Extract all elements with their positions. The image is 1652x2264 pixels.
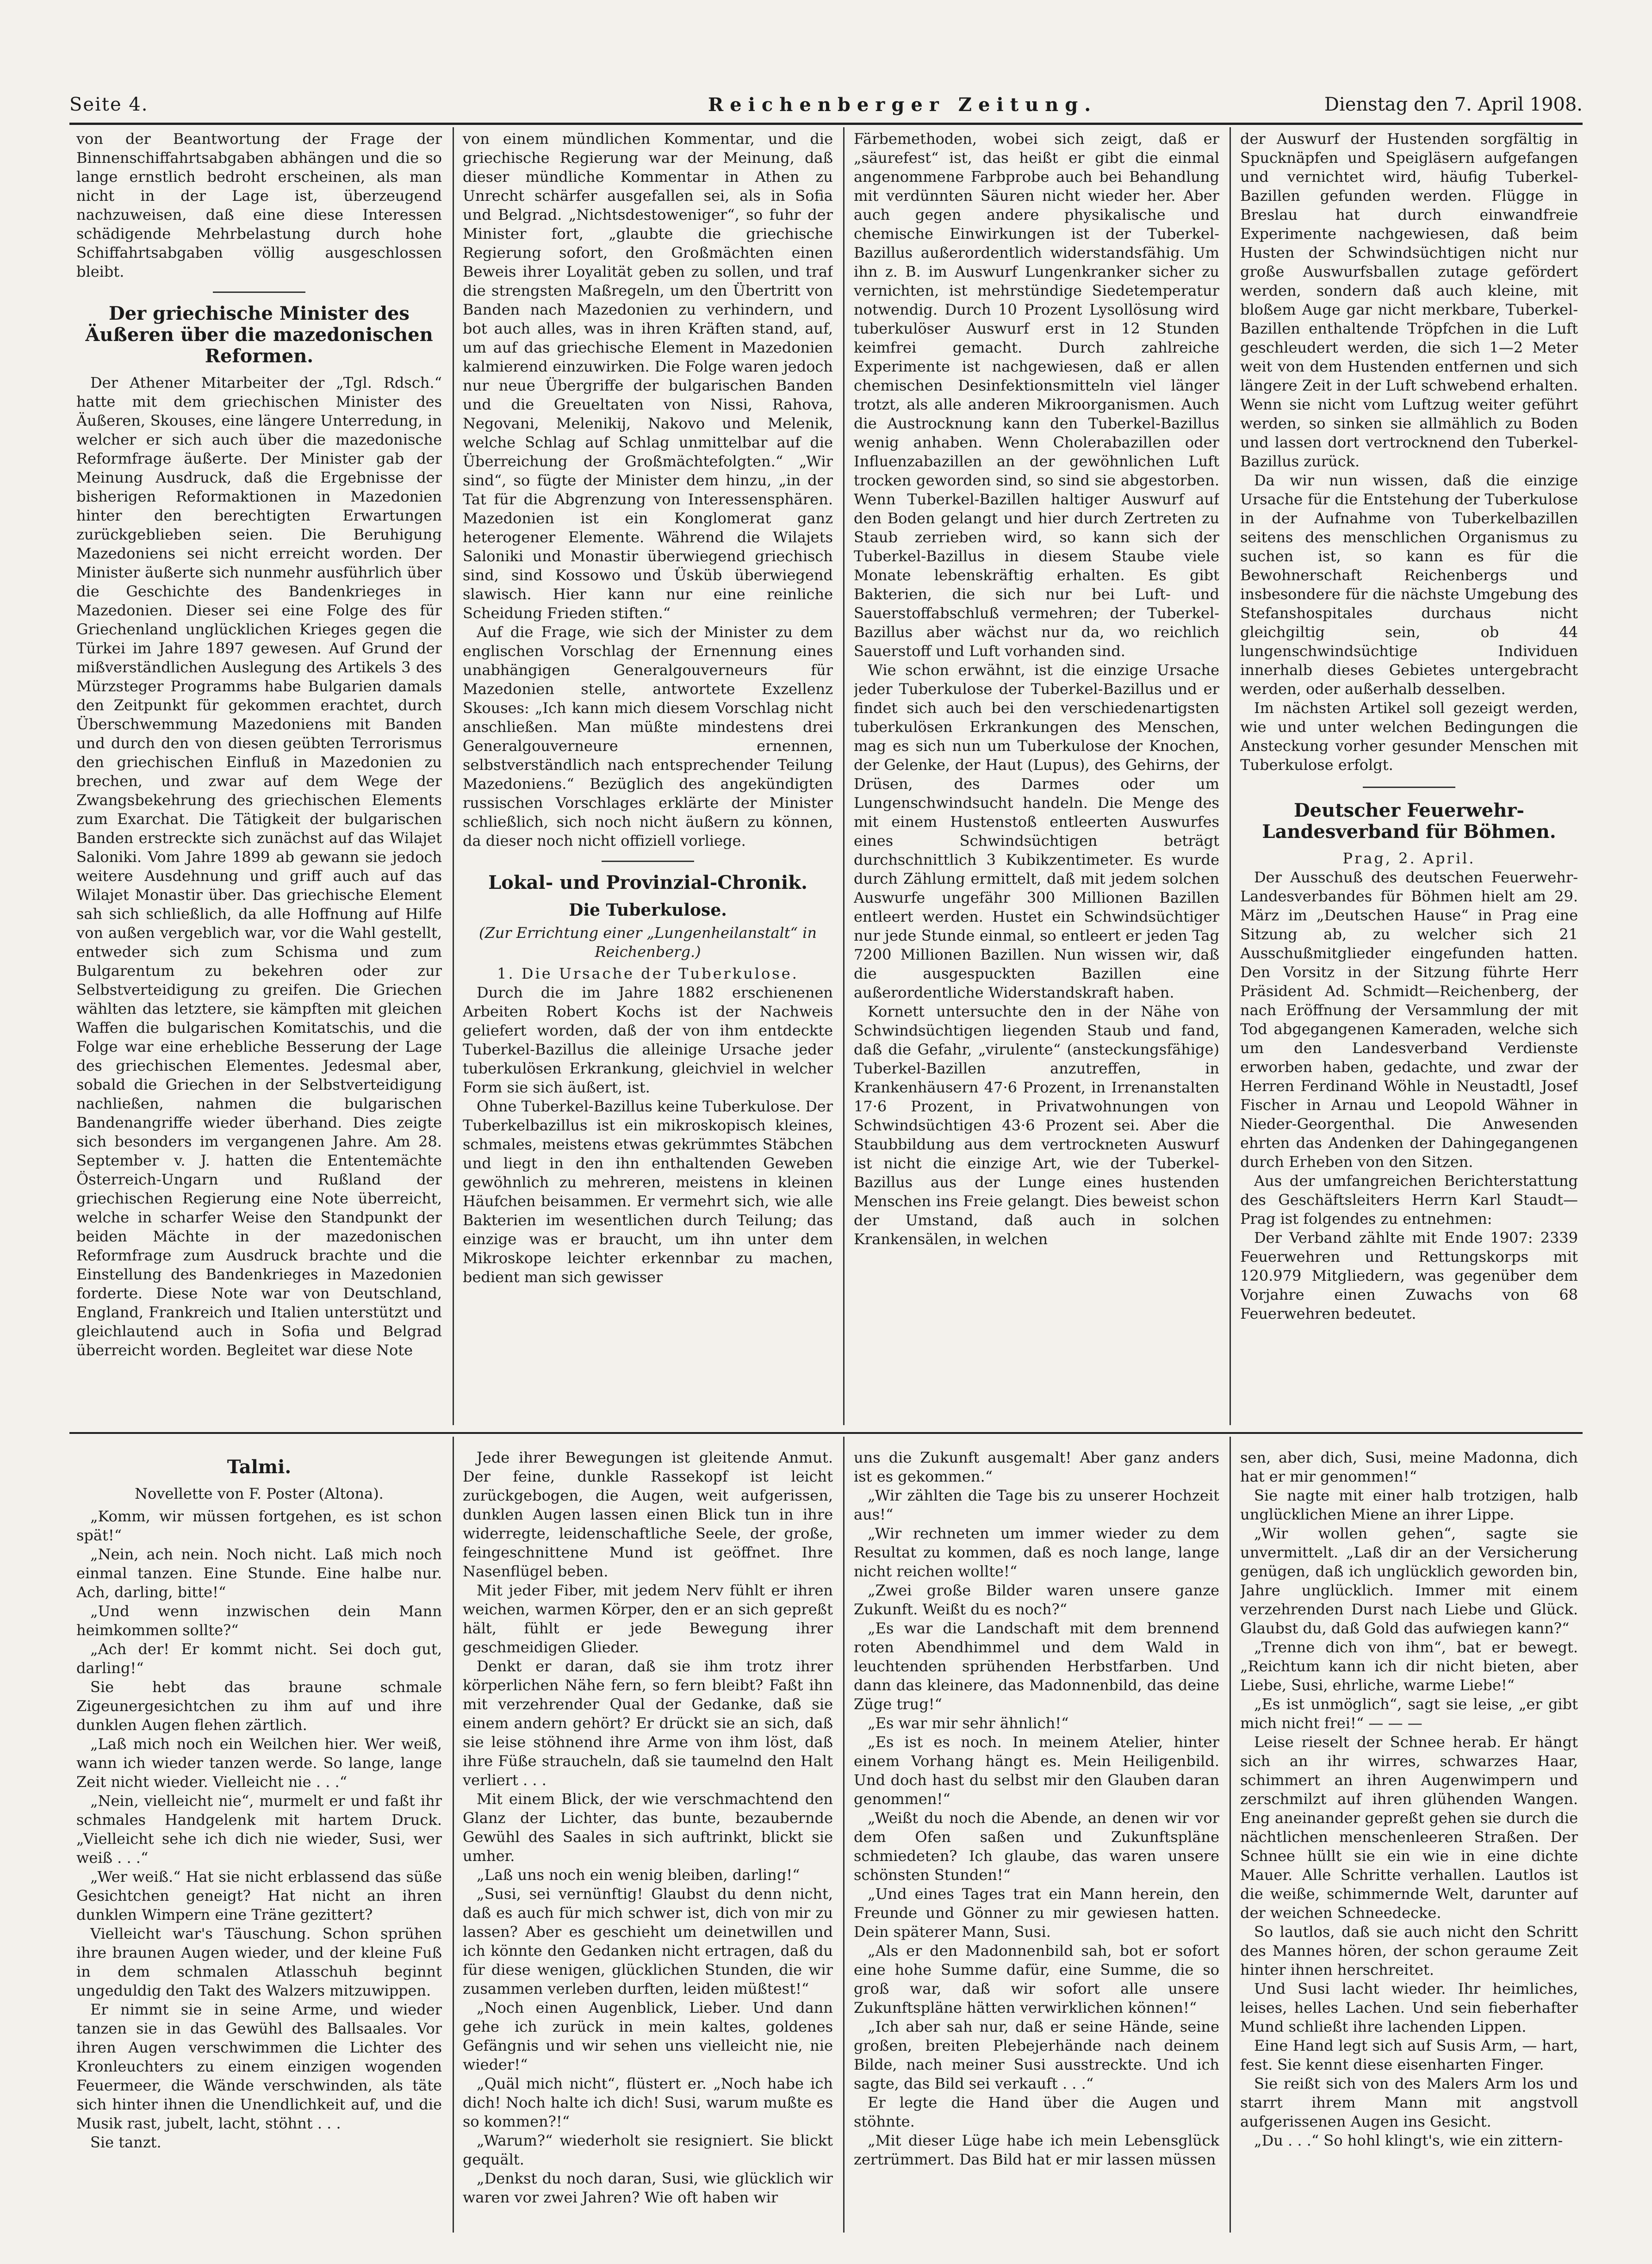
column-rule xyxy=(1230,127,1231,1425)
story-paragraph: „Laß uns noch ein wenig bleiben, darling!“ xyxy=(477,1866,800,1884)
story-paragraph: „Wir rechneten um immer wieder zu dem Resultat zu kommen, daß es noch lange, lange nicht reichen wollte!“ xyxy=(854,1525,1219,1580)
story-paragraph: Sie reißt sich von des Malers Arm los und starrt ihrem Mann mit angstvoll aufgerissenen Augen ins Gesicht. xyxy=(1240,2075,1578,2130)
story-paragraph: Denkt er daran, daß sie ihm trotz ihrer körperlichen Nähe fern, so fern bleibt? Faßt ihn mit verzehrender Qual der Gedanke, daß sie einem andern gehört? Er drückt sie an sich, daß sie leise stöhnend ihre Arme von ihm löst, daß ihre Füße straucheln, daß sie taumelnd den Halt verliert . . . xyxy=(463,1657,833,1789)
column-rule xyxy=(843,1437,845,2233)
story-paragraph: So lautlos, daß sie auch nicht den Schritt des Mannes hören, der schon geraume Zeit hinter ihnen herschreitet. xyxy=(1240,1923,1578,1979)
article-paragraph: Ohne Tuberkel-Bazillus keine Tuberkulose. Der Tuberkelbazillus ist ein mikroskopisch kleines, schmales, meistens etwas gekrümmtes Stäbchen und liegt in den ihn enthaltenden Geweben gewöhnlich zu mehreren, meistens in kleinen Häufchen beisammen. Er vermehrt sich, wie alle Bakterien im wesentlichen durch Teilung; das einzige was er braucht, um ihn unter dem Mikroskope leichter erkennbar zu machen, bedient man sich gewisser xyxy=(463,1098,833,1286)
story-paragraph: „Ich aber sah nur, daß er seine Hände, seine großen, breiten Plebejerhände nach deinem Bilde, nach meiner Susi ausstreckte. Und ich sagte, das Bild sei verkauft . . .“ xyxy=(854,2018,1219,2092)
story-paragraph: Sie nagte mit einer halb trotzigen, halb unglücklichen Miene an ihrer Lippe. xyxy=(1240,1487,1578,1523)
story-paragraph: „Es ist es noch. In meinem Atelier, hinter einem Vorhang hängt es. Mein Heiligenbild. Und doch hast du selbst mir den Glauben daran genommen!“ xyxy=(854,1733,1219,1808)
story-paragraph: „Als er den Madonnenbild sah, bot er sofort eine hohe Summe dafür, eine Summe, die so groß war, daß wir sofort alle unsere Zukunftspläne hätten verwirklichen können!“ xyxy=(854,1942,1219,2016)
article-paragraph: Wie schon erwähnt, ist die einzige Ursache jeder Tuberkulose der Tuberkel-Bazillus und er findet sich auch bei den verschiedenartigsten tuberkulösen Erkrankungen des Menschen, mag es sich nun um Tuberkulose der Knochen, der Gelenke, der Haut (Lupus), des Gehirns, der Drüsen, des Darmes oder um Lungenschwindsucht handeln. Die Menge des mit einem Hustenstoß entleerten Auswurfes eines Schwindsüchtigen beträgt durchschnittlich 3 Kubikzentimeter. Es wurde durch Zählung ermittelt, daß mit jedem solchen Auswurfe ungefähr 300 Millionen Bazillen entleert werden. Hustet ein Schwindsüchtiger nur jede Stunde einmal, so entleert er jeden Tag 7200 Millionen Bazillen. Nun wissen wir, daß die ausgespuckten Bazillen eine außerordentliche Widerstandskraft haben. xyxy=(854,661,1219,1001)
story-paragraph: Vielleicht war's Täuschung. Schon sprühen ihre braunen Augen wieder, und der kleine Fuß in dem schmalen Atlasschuh beginnt ungeduldig den Takt des Walzers mitzuwippen. xyxy=(76,1925,442,1999)
section-rule xyxy=(213,292,305,293)
story-paragraph: „Und eines Tages trat ein Mann herein, den Freunde und Gönner zu mir gewiesen hatten. Dein späterer Mann, Susi. xyxy=(854,1885,1219,1941)
article-paragraph: von einem mündlichen Kommentar, und die griechische Regierung war der Meinung, daß dieser mündliche Kommentar in Athen zu Unrecht schärfer ausgefallen sei, als in Sofia und Belgrad. „Nichtsdestoweniger“, so fuhr der Minister fort, „glaubte die griechische Regierung sofort, den Großmächten einen Beweis ihrer Loyalität geben zu sollen, und traf die strengsten Maßregeln, um den Übertritt von Banden nach Mazedonien zu verhindern, und bot auch alles, was in ihren Kräften stand, auf, um auf das griechische Element in Mazedonien kalmierend einzuwirken. Die Folge waren jedoch nur neue Übergriffe der bulgarischen Banden und die Greueltaten von Nissi, Rahova, Negovani, Melenikij, Nakovo und Melenik, welche Schlag auf Schlag unmittelbar auf die Überreichung der Großmächtefolgten.“ „Wir sind“, so fügte der Minister dem hinzu, „in der Tat für die Abgrenzung von Interessensphären. Mazedonien ist ein Konglomerat ganz heterogener Elemente. Während die Wilajets Saloniki und Monastir überwiegend griechisch sind, sind Kossowo und Üsküb überwiegend slawisch. Hier kann nur eine reinliche Scheidung Frieden stiften.“ xyxy=(463,130,833,622)
section-rule xyxy=(602,861,694,862)
story-paragraph: Sie hebt das braune schmale Zigeunergesichtchen zu ihm auf und ihre dunklen Augen flehen zärtlich. xyxy=(76,1678,442,1734)
article-paragraph: Da wir nun wissen, daß die einzige Ursache für die Entstehung der Tuberkulose in der Aufnahme von Tuberkelbazillen seitens des menschlichen Organismus zu suchen ist, so kann es für die Bewohnerschaft Reichenbergs und insbesondere für die nächste Umgebung des Stefanshospitales durchaus nicht gleichgiltig sein, ob 44 lungenschwindsüchtige Individuen innerhalb dieses Gebietes untergebracht werden, oder außerhalb desselben. xyxy=(1240,471,1578,698)
dateline: Prag, 2. April. xyxy=(1342,850,1476,867)
story-paragraph: „Mit dieser Lüge habe ich mein Lebensglück zertrümmert. Das Bild hat er mir lassen müssen xyxy=(854,2132,1219,2168)
story-paragraph: Sie tanzt. xyxy=(90,2134,161,2151)
intro-paragraph: von der Beantwortung der Frage der Binnenschiffahrtsabgaben abhängen und die so lange ernstlich bedroht erscheinen, als man nicht in der Lage ist, überzeugend nachzuweisen, daß eine diese Interessen schädigende Mehrbelastung durch hohe Schiffahrtsabgaben völlig ausgeschlossen bleibt. xyxy=(76,130,442,280)
feuilleton-title: Talmi. xyxy=(227,1456,292,1478)
article-paragraph: Auf die Frage, wie sich der Minister zu dem englischen Vorschlag der Ernennung eines unabhängigen Generalgouverneurs für Mazedonien stelle, antwortete Exzellenz Skouses: „Ich kann mich diesem Vorschlag nicht anschließen. Man müßte mindestens drei Generalgouverneure ernennen, selbstverständlich nach entsprechender Teilung Mazedoniens.“ Bezüglich des angekündigten russischen Vorschlages erklärte der Minister schließlich, sich noch nicht äußern zu können, da dieser noch nicht offiziell vorliege. xyxy=(463,623,833,850)
story-paragraph: „Denkst du noch daran, Susi, wie glücklich wir waren vor zwei Jahren? Wie oft haben wir xyxy=(463,2170,833,2206)
article-title-tuberkulose: Die Tuberkulose. xyxy=(569,900,727,920)
article-paragraph: der Auswurf der Hustenden sorgfältig in Spucknäpfen und Speigläsern aufgefangen und vernichtet wird, häufig Tuberkel-Bazillen gefunden werden. Flügge in Breslau hat durch einwandfreie Experimente nachgewiesen, daß beim Husten der Schwindsüchtigen nicht nur große Auswurfsballen zutage gefördert werden, sondern daß auch kleine, mit bloßem Auge gar nicht merkbare, Tuberkel-Bazillen enthaltende Tröpfchen in die Luft geschleudert werden, die sich 1—2 Meter weit von dem Hustenden entfernen und sich längere Zeit in der Luft schwebend erhalten. Wenn sie nicht vom Luftzug weiter geführt werden, so sinken sie allmählich zu Boden und lassen dort vertrocknend den Tuberkel-Bazillus zurück. xyxy=(1240,130,1578,470)
story-paragraph: Mit einem Blick, der wie verschmachtend den Glanz der Lichter, das bunte, bezaubernde Gewühl des Saales in sich auftrinkt, blickt sie umher. xyxy=(463,1790,833,1865)
article-paragraph: Der Verband zählte mit Ende 1907: 2339 Feuerwehren und Rettungskorps mit 120.979 Mitgliedern, was gegenüber dem Vorjahre einen Zuwachs von 68 Feuerwehren bedeutet. xyxy=(1240,1229,1578,1322)
column-3 xyxy=(854,130,1219,1420)
story-paragraph: „Laß mich noch ein Weilchen hier. Wer weiß, wann ich wieder tanzen werde. So lange, lange Zeit nicht wieder. Vielleicht nie . . .“ xyxy=(76,1735,442,1791)
story-paragraph: „Nein, vielleicht nie“, murmelt er und faßt ihr schmales Handgelenk mit hartem Druck. „Vielleicht sehe ich dich nie wieder, Susi, wer weiß . . .“ xyxy=(76,1792,442,1867)
article-paragraph: Der Athener Mitarbeiter der „Tgl. Rdsch.“ hatte mit dem griechischen Minister des Äußeren, Skouses, eine längere Unterredung, in welcher er sich auch über die mazedonische Reformfrage äußerte. Der Minister gab der Meinung Ausdruck, daß die Ergebnisse der bisherigen Reformaktionen in Mazedonien hinter den berechtigten Erwartungen zurückgeblieben seien. Die Beruhigung Mazedoniens sei nicht erreicht worden. Der Minister äußerte sich nunmehr ausführlich über die Geschichte des Bandenkrieges in Mazedonien. Dieser sei eine Folge des für Griechenland unglücklichen Krieges gegen die Türkei im Jahre 1897 gewesen. Auf Grund der mißverständlichen Auslegung des Artikels 3 des Mürzsteger Programms habe Bulgarien damals den Zeitpunkt für gekommen erachtet, durch Überschwemmung Mazedoniens mit Banden und durch den von diesen geübten Terrorismus den griechischen Einfluß in Mazedonien zu brechen, und zwar auf dem Wege der Zwangsbekehrung des griechischen Elements zum Exarchat. Die Tätigkeit der bulgarischen Banden erstreckte sich zunächst auf das Wilajet Saloniki. Vom Jahre 1899 ab gewann sie jedoch weitere Ausdehnung und griff auch auf das Wilajet Monastir über. Das griechische Element sah sich schließlich, da alle Hoffnung auf Hilfe von außen vergeblich war, vor die Wahl gestellt, entweder sich zum Schisma und zum Bulgarentum zu bekehren oder zur Selbstverteidigung zu greifen. Die Griechen wählten das letztere, sie kämpften mit gleichen Waffen die bulgarischen Komitatschis, und die Folge war eine erhebliche Besserung der Lage des griechischen Elementes. Jedesmal aber, sobald die Griechen in der Selbstverteidigung nachließen, nahmen die bulgarischen Bandenangriffe wieder überhand. Dies zeigte sich besonders im vergangenen Jahre. Am 28. September v. J. hatten die Ententemächte Österreich-Ungarn und Rußland der griechischen Regierung eine Note überreicht, welche in scharfer Weise den Standpunkt der beiden Mächte in der mazedonischen Reformfrage zum Ausdruck brachte und die Einstellung des Bandenkrieges in Mazedonien forderte. Diese Note war von Deutschland, England, Frankreich und Italien unterstützt und gleichlautend auch in Sofia und Belgrad überreicht worden. Begleitet war diese Note xyxy=(76,374,442,1359)
story-paragraph: „Wir zählten die Tage bis zu unserer Hochzeit aus!“ xyxy=(854,1487,1219,1523)
story-paragraph: „Warum?“ wiederholt sie resigniert. Sie blickt gequält. xyxy=(463,2132,833,2168)
section-rule xyxy=(1363,787,1455,788)
column-rule xyxy=(843,127,845,1425)
page-number: Seite 4. xyxy=(69,94,149,115)
article-paragraph: Kornett untersuchte den in der Nähe von Schwindsüchtigen liegenden Staub und fand, daß die Gefahr, „virulente“ (ansteckungsfähige) Tuberkel-Bazillen anzutreffen, in Krankenhäusern 47·6 Prozent, in Irrenanstalten 17·6 Prozent, in Privatwohnungen von Schwindsüchtigen 43·6 Prozent sei. Aber die Staubbildung aus dem vertrockneten Auswurf ist nicht die einzige Art, wie der Tuberkel-Bazillus aus der Lunge eines hustenden Menschen ins Freie gelangt. Dies beweist schon der Umstand, daß auch in solchen Krankensälen, in welchen xyxy=(854,1003,1219,1248)
article-paragraph: Durch die im Jahre 1882 erschienenen Arbeiten Robert Kochs ist der Nachweis geliefert worden, daß der von ihm entdeckte Tuberkel-Bazillus die alleinige Ursache jeder tuberkulösen Erkrankung, gleichviel in welcher Form sie sich äußert, ist. xyxy=(463,984,833,1096)
story-paragraph: „Noch einen Augenblick, Lieber. Und dann gehe ich zurück in mein kaltes, goldenes Gefängnis und wir sehen uns vielleicht nie, nie wieder!“ xyxy=(463,1999,833,2073)
newspaper-title: Reichenberger Zeitung. xyxy=(708,94,1098,116)
story-paragraph: Leise rieselt der Schnee herab. Er hängt sich an ihr wirres, schwarzes Haar, schimmert an ihren Augenwimpern und zerschmilzt auf ihren glühenden Wangen. Eng aneinander gepreßt gehen sie durch die nächtlichen menschenleeren Straßen. Der Schnee hüllt sie ein wie in eine dichte Mauer. Alle Schritte verhallen. Lautlos ist die weiße, schimmernde Welt, darunter auf der weichen Schneedecke. xyxy=(1240,1733,1578,1922)
section-heading-chronik: Lokal- und Provinzial-Chronik. xyxy=(488,872,807,893)
feuilleton-column-2 xyxy=(463,1448,833,2226)
story-paragraph: „Weißt du noch die Abende, an denen wir vor dem Ofen saßen und Zukunftspläne schmiedeten? Ich glaube, das waren unsere schönsten Stunden!“ xyxy=(854,1809,1219,1884)
issue-date: Dienstag den 7. April 1908. xyxy=(1324,94,1583,115)
feuilleton-column-3 xyxy=(854,1448,1219,2226)
article-paragraph: Aus der umfangreichen Berichterstattung des Geschäftsleiters Herrn Karl Staudt—Prag ist folgendes zu entnehmen: xyxy=(1240,1172,1578,1228)
column-2 xyxy=(463,130,833,1420)
article-heading-minister: Der griechische Minister des Äußeren über die mazedonischen Reformen. xyxy=(85,303,433,367)
column-rule xyxy=(453,1437,454,2233)
column-rule xyxy=(453,127,454,1425)
story-paragraph: Eine Hand legt sich auf Susis Arm, — hart, fest. Sie kennt diese eisenharten Finger. xyxy=(1240,2037,1578,2073)
story-paragraph: sen, aber dich, Susi, meine Madonna, dich hat er mir genommen!“ xyxy=(1240,1449,1578,1485)
story-paragraph: „Wer weiß.“ Hat sie nicht erblassend das süße Gesichtchen geneigt? Hat nicht an ihren dunklen Wimpern eine Träne gezittert? xyxy=(76,1868,442,1923)
feuilleton-column-4 xyxy=(1240,1448,1578,2226)
column-1 xyxy=(76,130,442,1420)
story-paragraph: „Es war mir sehr ähnlich!“ xyxy=(868,1714,1069,1732)
column-4 xyxy=(1240,130,1578,1420)
article-paragraph: Der Ausschuß des deutschen Feuerwehr-Landesverbandes für Böhmen hielt am 29. März im „Deutschen Hause“ in Prag eine Sitzung ab, zu welcher sich 21 Ausschußmitglieder eingefunden hatten. Den Vorsitz in der Sitzung führte Herr Präsident Ad. Schmidt—Reichenberg, der nach Eröffnung der Versammlung der mit Tod abgegangenen Kameraden, welche sich um den Landesverband Verdienste erworben haben, gedachte, und zwar der Herren Ferdinand Wöhle in Neustadtl, Josef Fischer in Arnau und Leopold Wähner in Nieder-Georgenthal. Die Anwesenden ehrten das Andenken der Dahingegangenen durch Erheben von den Sitzen. xyxy=(1240,868,1578,1171)
feuilleton-column-1 xyxy=(76,1448,442,2226)
article-paragraph: Färbemethoden, wobei sich zeigt, daß er „säurefest“ ist, das heißt er gibt die einmal angenommene Farbprobe auch bei Behandlung mit verdünnten Säuren nicht wieder her. Aber auch gegen andere physikalische und chemische Einwirkungen ist der Tuberkel-Bazillus außerordentlich widerstandsfähig. Um ihn z. B. im Auswurf Lungenkranker sicher zu vernichten, ist mehrstündige Siedetemperatur notwendig. Durch 10 Prozent Lysollösung wird tuberkulöser Auswurf erst in 12 Stunden keimfrei gemacht. Durch zahlreiche Experimente ist nachgewiesen, daß er allen chemischen Desinfektionsmitteln viel länger trotzt, als alle anderen Mikroorganismen. Auch die Austrocknung kann den Tuberkel-Bazillus wenig anhaben. Wenn Cholerabazillen oder Influenzabazillen an der gewöhnlichen Luft trocken geworden sind, so sind sie abgestorben. Wenn Tuberkel-Bazillen haltiger Auswurf auf den Boden gelangt und hier durch Zertreten zu Staub zerrieben wird, so kann sich der Tuberkel-Bazillus in diesem Staube viele Monate lebenskräftig erhalten. Es gibt Bakterien, die sich nur bei Luft- und Sauerstoffabschluß vermehren; der Tuberkel-Bazillus aber wächst nur da, wo reichlich Sauerstoff und Luft vorhanden sind. xyxy=(854,130,1219,660)
feuilleton-byline: Novellette von F. Poster (Altona). xyxy=(135,1485,384,1502)
story-paragraph: „Du . . .“ So hohl klingt's, wie ein zittern- xyxy=(1254,2132,1563,2149)
story-paragraph: „Susi, sei vernünftig! Glaubst du denn nicht, daß es auch für mich schwer ist, dich von mir zu lassen? Aber es geschieht um deinetwillen und ich könnte den Gedanken nicht ertragen, daß du für diese wenigen, glücklichen Stunden, die wir zusammen verleben durften, leiden müßtest!“ xyxy=(463,1885,833,1997)
story-paragraph: „Zwei große Bilder waren unsere ganze Zukunft. Weißt du es noch?“ xyxy=(854,1582,1219,1618)
column-rule xyxy=(1230,1437,1231,2233)
story-paragraph: „Wir wollen gehen“, sagte sie unvermittelt. „Laß dir an der Versicherung genügen, daß ich unglücklich geworden bin, Jahre unglücklich. Immer mit einem verzehrenden Durst nach Liebe und Glück. Glaubst du, daß Gold das aufwiegen kann?“ xyxy=(1240,1525,1578,1637)
part-title: 1. Die Ursache der Tuberkulose. xyxy=(497,965,799,982)
article-paragraph: Im nächsten Artikel soll gezeigt werden, wie und unter welchen Bedingungen die Ansteckung vorher gesunder Menschen mit Tuberkulose erfolgt. xyxy=(1240,699,1578,774)
masthead xyxy=(69,90,1583,125)
story-paragraph: uns die Zukunft ausgemalt! Aber ganz anders ist es gekommen.“ xyxy=(854,1449,1219,1485)
story-paragraph: „Komm, wir müssen fortgehen, es ist schon spät!“ xyxy=(76,1507,442,1544)
story-paragraph: Er legte die Hand über die Augen und stöhnte. xyxy=(854,2094,1219,2130)
article-subtitle: (Zur Errichtung einer „Lungenheilanstalt“ in Reichenberg.) xyxy=(478,924,817,961)
story-paragraph: Mit jeder Fiber, mit jedem Nerv fühlt er ihren weichen, warmen Körper, den er an sich gepreßt hält, fühlt er jede Bewegung ihrer geschmeidigen Glieder. xyxy=(463,1582,833,1656)
story-paragraph: „Es ist unmöglich“, sagt sie leise, „er gibt mich nicht frei!“ — — — xyxy=(1240,1695,1578,1732)
article-heading-feuerwehr: Deutscher Feuerwehr-Landesverband für Böhmen. xyxy=(1262,800,1556,843)
story-paragraph: „Es war die Landschaft mit dem brennend roten Abendhimmel und dem Wald in leuchtenden sprühenden Herbstfarben. Und dann das kleinere, das Madonnenbild, das deine Züge trug!“ xyxy=(854,1619,1219,1713)
story-paragraph: „Trenne dich von ihm“, bat er bewegt. „Reichtum kann ich dir nicht bieten, aber Liebe, Susi, ehrliche, warme Liebe!“ xyxy=(1240,1638,1578,1694)
story-paragraph: „Quäl mich nicht“, flüstert er. „Noch habe ich dich! Noch halte ich dich! Susi, warum mußte es so kommen?!“ xyxy=(463,2075,833,2130)
story-paragraph: Jede ihrer Bewegungen ist gleitende Anmut. Der feine, dunkle Rassekopf ist leicht zurückgebogen, die Augen, weit aufgerissen, dunklen Augen lassen einen Blick tun in ihre widerregte, leidenschaftliche Seele, der große, feingeschnittene Mund ist geöffnet. Ihre Nasenflügel beben. xyxy=(463,1449,833,1580)
story-paragraph: „Nein, ach nein. Noch nicht. Laß mich noch einmal tanzen. Eine Stunde. Eine halbe nur. Ach, darling, bitte!“ xyxy=(76,1545,442,1601)
story-paragraph: „Und wenn inzwischen dein Mann heimkommen sollte?“ xyxy=(76,1602,442,1639)
story-paragraph: Er nimmt sie in seine Arme, und wieder tanzen sie in das Gewühl des Ballsaales. Vor ihren Augen verschwimmen die Lichter des Kronleuchters zu einem einzigen wogenden Feuermeer, die Wände verschwinden, als täte sich hinter ihnen die Unendlichkeit auf, und die Musik rast, jubelt, lacht, stöhnt . . . xyxy=(76,2001,442,2132)
story-paragraph: „Ach der! Er kommt nicht. Sei doch gut, darling!“ xyxy=(76,1640,442,1677)
story-paragraph: Und Susi lacht wieder. Ihr heimliches, leises, helles Lachen. Und sein fieberhafter Mund schließt ihre lachenden Lippen. xyxy=(1240,1980,1578,2035)
feuilleton-divider xyxy=(69,1432,1583,1434)
